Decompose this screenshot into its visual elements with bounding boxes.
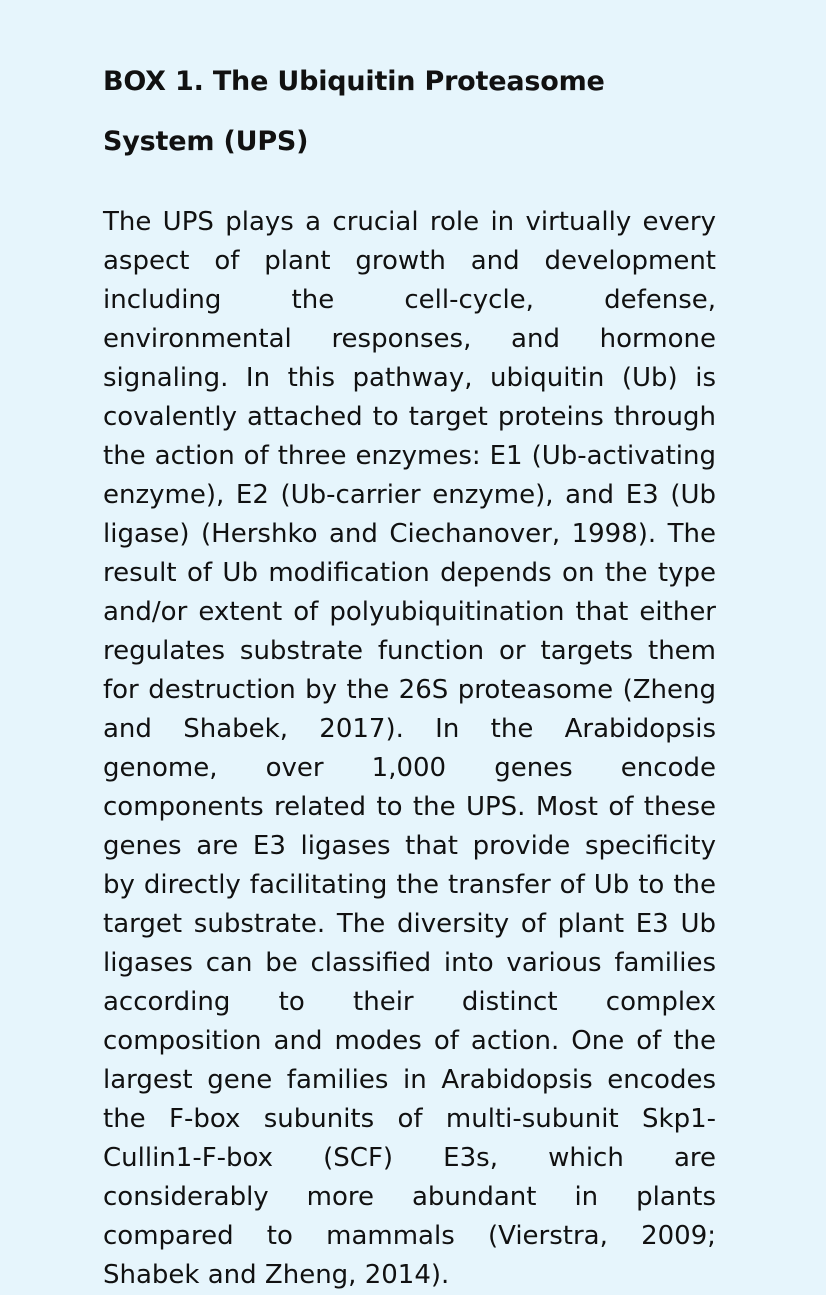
box-title: BOX 1. The Ubiquitin Proteasome System (UPS) (103, 66, 605, 157)
box-body-text: The UPS plays a crucial role in virtually every aspect of plant growth and development including the cell-cycle, defense, environmental responses, and hormone signaling. In this pathway, ubiquitin (Ub) is covalently attached to target proteins through the action of three enzymes: E1 (Ub-activating enzyme), E2 (Ub-carrier enzyme), and E3 (Ub ligase) (Hershko and Ciechanover, 1998). The result of Ub modification depends on the type and/or extent of polyubiquitination that either regulates substrate function or targets them for destruction by the 26S proteasome (Zheng and Shabek, 2017). In the Arabidopsis genome, over 1,000 genes encode components related to the UPS. Most of these genes are E3 ligases that provide specificity by directly facilitating the transfer of Ub to the target substrate. The diversity of plant E3 Ub ligases can be classified into various families according to their distinct complex composition and modes of action. One of the largest gene families in Arabidopsis encodes the F-box subunits of multi-subunit Skp1-Cullin1-F-box (SCF) E3s, which are considerably more abundant in plants compared to mammals (Vierstra, 2009; Shabek and Zheng, 2014). (103, 207, 716, 1290)
